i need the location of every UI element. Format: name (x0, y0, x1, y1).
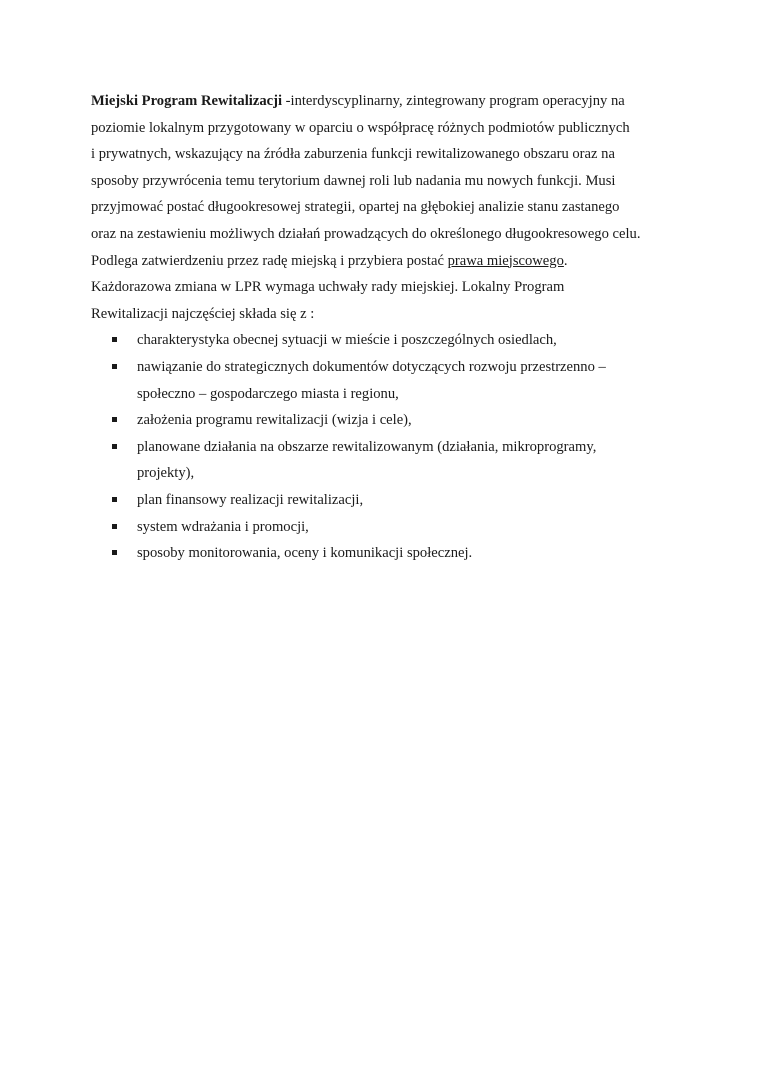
components-list (91, 327, 681, 566)
list-item-text: założenia programu rewitalizacji (wizja i cele), (137, 412, 412, 429)
list-item-text: plan finansowy realizacji rewitalizacji, (137, 491, 364, 508)
prawa-miejscowego-link[interactable]: prawa miejscowego (447, 252, 564, 269)
list-item-text: społeczno – gospodarczego miasta i regionu, (137, 385, 399, 402)
paragraph-line-1 (91, 88, 681, 115)
paragraph-text: -interdyscyplinarny, zintegrowany program operacyjny na (282, 93, 625, 109)
list-item (91, 514, 681, 541)
paragraph-line-9: Rewitalizacji najczęściej składa się z : (91, 305, 315, 322)
list-item (91, 354, 681, 407)
list-item (91, 487, 681, 514)
paragraph-text: . (563, 252, 568, 269)
paragraph-line-7 (91, 248, 681, 275)
paragraph-line-2: poziomie lokalnym przygotowany w oparciu o współpracę różnych podmiotów publicznych (91, 119, 630, 136)
paragraph-line-8: Każdorazowa zmiana w LPR wymaga uchwały rady miejskiej. Lokalny Program (91, 279, 565, 296)
list-item-text: planowane działania na obszarze rewitalizowanym (działania, mikroprogramy, (137, 438, 597, 455)
square-bullet-icon (112, 417, 117, 422)
square-bullet-icon (112, 364, 117, 369)
paragraph-line-5: przyjmować postać długookresowej strategii, opartej na głębokiej analizie stanu zastanego (91, 199, 620, 216)
square-bullet-icon (112, 337, 117, 342)
square-bullet-icon (112, 497, 117, 502)
list-item (91, 327, 681, 354)
document-body (91, 88, 681, 567)
square-bullet-icon (112, 444, 117, 449)
list-item (91, 540, 681, 567)
paragraph-line-6: oraz na zestawieniu możliwych działań prowadzących do określonego długookresowego celu. (91, 225, 641, 242)
list-item-text: nawiązanie do strategicznych dokumentów dotyczących rozwoju przestrzenno – (137, 358, 606, 375)
paragraph-line-3: i prywatnych, wskazujący na źródła zaburzenia funkcji rewitalizowanego obszaru oraz na (91, 146, 615, 163)
list-item-text: charakterystyka obecnej sytuacji w mieście i poszczególnych osiedlach, (137, 332, 557, 349)
list-item (91, 407, 681, 434)
defined-term: Miejski Program Rewitalizacji (91, 93, 283, 109)
paragraph-text: Podlega zatwierdzeniu przez radę miejską i przybiera postać (91, 252, 448, 269)
square-bullet-icon (112, 524, 117, 529)
list-item-text: sposoby monitorowania, oceny i komunikacji społecznej. (137, 545, 473, 562)
list-item (91, 434, 681, 487)
square-bullet-icon (112, 550, 117, 555)
list-item-text: system wdrażania i promocji, (137, 518, 309, 535)
definition-paragraph (91, 88, 681, 327)
paragraph-line-4: sposoby przywrócenia temu terytorium dawnej roli lub nadania mu nowych funkcji. Musi (91, 172, 616, 189)
list-item-text: projekty), (137, 465, 195, 482)
